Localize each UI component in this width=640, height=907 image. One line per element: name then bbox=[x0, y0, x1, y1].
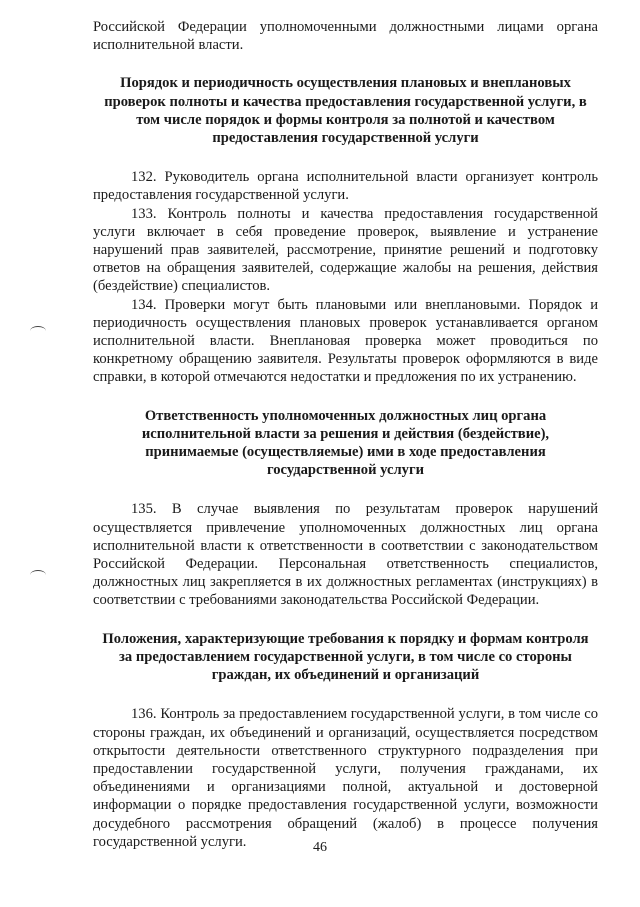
paragraph-135: 135. В случае выявления по результатам проверок нарушений осуществляется привлечение уполномоченных должностных лиц органа исполнительной власти к ответственности в соответствии с законодательством Российской Федерации. Персональная ответственность специалистов, должностных лиц закрепляется в их должностных регламентах (инструкциях) в соответствии с требованиями законодательства Российской Федерации. bbox=[93, 501, 598, 609]
scan-margin-mark bbox=[30, 570, 46, 580]
document-page bbox=[93, 18, 598, 851]
section-heading: Порядок и периодичность осуществления плановых и внеплановых проверок полноты и качества предоставления государственной услуги, в том числе порядок и формы контроля за полнотой и качеством предоставления государственной услуги bbox=[104, 75, 587, 147]
section-heading: Ответственность уполномоченных должностных лиц органа исполнительной власти за решения и действия (бездействие), принимаемые (осуществляемые) ими в ходе предоставления государственной услуги bbox=[141, 407, 550, 479]
page-number: 46 bbox=[313, 840, 327, 855]
paragraph-133: 133. Контроль полноты и качества предоставления государственной услуги включает в себя проведение проверок, выявление и устранение нарушений прав заявителей, рассмотрение, принятие решений и подготовку ответов на обращения заявителей, содержащие жалобы на решения, действия (бездействие) специалистов. bbox=[93, 205, 598, 295]
paragraph-132: 132. Руководитель органа исполнительной власти организует контроль предоставления государственной услуги. bbox=[93, 169, 598, 204]
paragraph-134: 134. Проверки могут быть плановыми или внеплановыми. Порядок и периодичность осуществления плановых проверок устанавливается органом исполнительной власти. Внеплановая проверка может проводиться по конкретному обращению заявителя. Результаты проверок оформляются в виде справки, в которой отмечаются недостатки и предложения по их устранению. bbox=[93, 296, 598, 386]
paragraph-136: 136. Контроль за предоставлением государственной услуги, в том числе со стороны граждан, их объединений и организаций, осуществляется посредством открытости деятельности ответственного структурного подразделения при предоставлении государственной услуги, получения гражданами, их объединениями и организациями полной, актуальной и достоверной информации о порядке предоставления государственной услуги, возможности досудебного рассмотрения обращений (жалоб) в процессе получения государственной услуги. bbox=[93, 706, 598, 850]
scan-margin-mark bbox=[30, 326, 46, 336]
intro-paragraph: Российской Федерации уполномоченными должностными лицами органа исполнительной власти. bbox=[93, 19, 598, 54]
section-heading: Положения, характеризующие требования к порядку и формам контроля за предоставлением государственной услуги, в том числе со стороны граждан, их объединений и организаций bbox=[102, 630, 589, 684]
